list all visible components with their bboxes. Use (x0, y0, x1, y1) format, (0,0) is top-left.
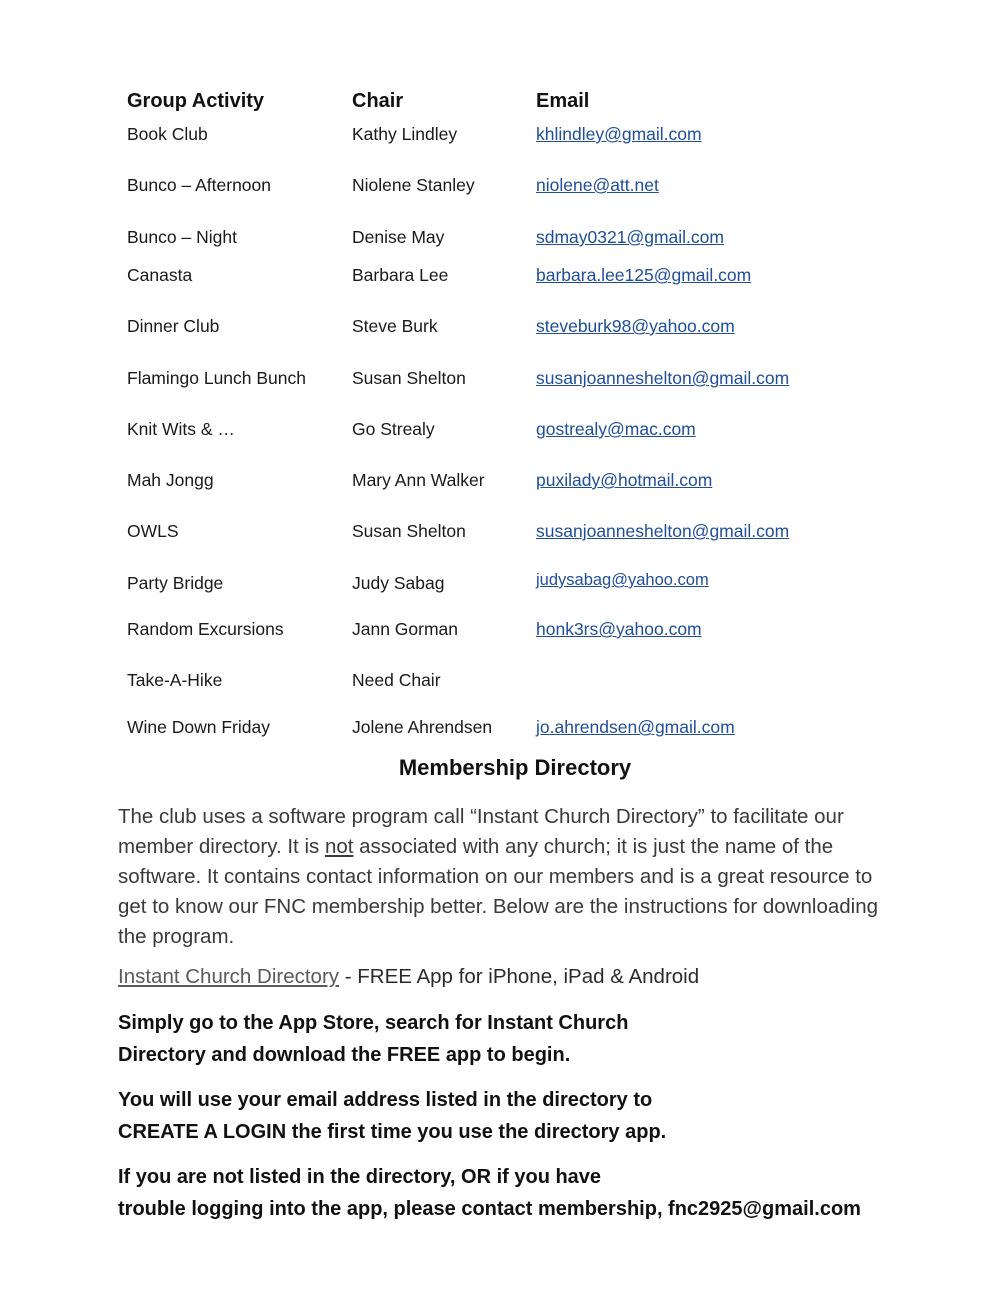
activity-cell: OWLS (127, 521, 179, 541)
chair-cell: Steve Burk (352, 316, 438, 336)
chair-cell: Niolene Stanley (352, 175, 475, 195)
intro-paragraph (118, 802, 898, 952)
step-2-line-1: You will use your email address listed in the directory to (118, 1089, 653, 1111)
activity-cell: Mah Jongg (127, 470, 214, 490)
activity-cell: Book Club (127, 124, 208, 144)
chair-cell: Need Chair (352, 670, 441, 690)
email-link[interactable]: steveburk98@yahoo.com (536, 316, 735, 336)
section-title: Membership Directory (398, 755, 632, 780)
activity-cell: Bunco – Afternoon (127, 175, 271, 195)
email-link[interactable]: sdmay0321@gmail.com (536, 227, 724, 247)
step-1-line-2: Directory and download the FREE app to begin. (118, 1044, 571, 1066)
activity-cell: Bunco – Night (127, 227, 237, 247)
chair-cell: Judy Sabag (352, 573, 445, 593)
activity-cell: Take-A-Hike (127, 670, 223, 690)
header-chair: Chair (352, 90, 404, 112)
email-link[interactable]: jo.ahrendsen@gmail.com (536, 717, 735, 737)
email-link[interactable]: puxilady@hotmail.com (536, 470, 713, 490)
app-description: - FREE App for iPhone, iPad & Android (339, 965, 700, 988)
activity-cell: Dinner Club (127, 316, 220, 336)
intro-not-emphasis: not (324, 835, 354, 858)
intro-text-2: associated with any church; it is just the name of the software. It contains contact information on our members and is a great resource to get to know our FNC membership better. Below are the instructions for downloading the program. (118, 835, 879, 948)
instruction-step-2 (118, 1084, 918, 1148)
chair-cell: Kathy Lindley (352, 124, 458, 144)
step-1-line-1: Simply go to the App Store, search for Instant Church (118, 1012, 629, 1034)
activity-cell: Wine Down Friday (127, 717, 270, 737)
step-3-line-1: If you are not listed in the directory, OR if you have (118, 1166, 602, 1188)
activity-cell: Flamingo Lunch Bunch (127, 368, 306, 388)
email-link[interactable]: barbara.lee125@gmail.com (536, 265, 752, 285)
step-2-line-2: CREATE A LOGIN the first time you use the directory app. (118, 1121, 667, 1143)
chair-cell: Denise May (352, 227, 445, 247)
email-link[interactable]: gostrealy@mac.com (536, 419, 696, 439)
email-link[interactable]: susanjoanneshelton@gmail.com (536, 521, 790, 541)
app-line (118, 965, 699, 989)
activity-cell: Random Excursions (127, 619, 284, 639)
activity-cell: Party Bridge (127, 573, 224, 593)
activity-cell: Canasta (127, 265, 193, 285)
chair-cell: Susan Shelton (352, 521, 466, 541)
activity-cell: Knit Wits & … (127, 419, 235, 439)
email-link[interactable]: khlindley@gmail.com (536, 124, 702, 144)
email-link[interactable]: niolene@att.net (536, 175, 659, 195)
email-link[interactable]: judysabag@yahoo.com (536, 571, 709, 589)
step-3-line-2: trouble logging into the app, please contact membership, fnc2925@gmail.com (118, 1198, 861, 1220)
chair-cell: Jolene Ahrendsen (352, 717, 493, 737)
instruction-step-1 (118, 1007, 918, 1071)
chair-cell: Barbara Lee (352, 265, 449, 285)
chair-cell: Mary Ann Walker (352, 470, 485, 490)
chair-cell: Susan Shelton (352, 368, 466, 388)
header-email: Email (536, 90, 590, 112)
chair-cell: Go Strealy (352, 419, 435, 439)
instruction-step-3 (118, 1161, 918, 1225)
intro-text-1: The club uses a software program call “Instant Church Directory” to facilitate our member directory. It is (118, 805, 844, 858)
header-activity: Group Activity (127, 90, 265, 112)
email-link[interactable]: susanjoanneshelton@gmail.com (536, 368, 790, 388)
app-link[interactable]: Instant Church Directory (118, 965, 340, 988)
chair-cell: Jann Gorman (352, 619, 459, 639)
email-link[interactable]: honk3rs@yahoo.com (536, 619, 702, 639)
